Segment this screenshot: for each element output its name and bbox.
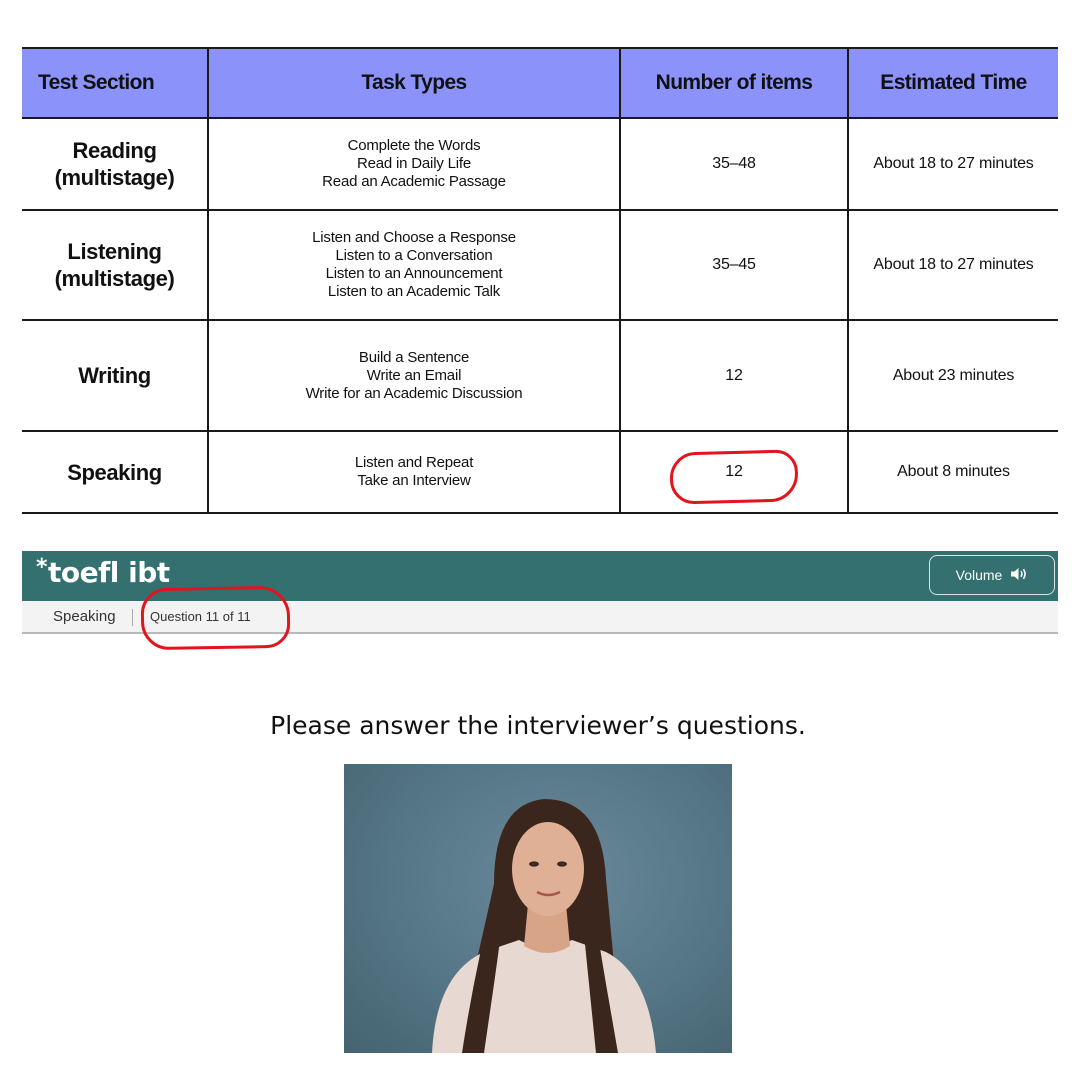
section-cell bbox=[22, 431, 208, 513]
volume-button[interactable] bbox=[929, 555, 1055, 595]
header-test-section: Test Section bbox=[22, 48, 208, 118]
test-structure-table bbox=[22, 47, 1058, 514]
task-item: Take an Interview bbox=[357, 472, 471, 489]
task-item: Read in Daily Life bbox=[357, 155, 471, 172]
time-cell: About 18 to 27 minutes bbox=[848, 118, 1058, 210]
section-qualifier: (multistage) bbox=[54, 165, 175, 190]
header-estimated-time: Estimated Time bbox=[848, 48, 1058, 118]
table-row bbox=[22, 118, 1058, 210]
toefl-logo bbox=[36, 556, 170, 589]
task-item: Listen and Choose a Response bbox=[312, 229, 516, 246]
header-task-types: Task Types bbox=[208, 48, 620, 118]
volume-label: Volume bbox=[955, 567, 1003, 583]
section-label: Speaking bbox=[53, 608, 116, 625]
section-cell bbox=[22, 210, 208, 320]
tasks-cell bbox=[208, 210, 620, 320]
section-cell bbox=[22, 118, 208, 210]
section-qualifier: (multistage) bbox=[54, 266, 175, 291]
section-cell bbox=[22, 320, 208, 431]
task-item: Write for an Academic Discussion bbox=[305, 384, 523, 402]
table-row bbox=[22, 320, 1058, 431]
time-cell: About 18 to 27 minutes bbox=[848, 210, 1058, 320]
interviewer-figure bbox=[344, 764, 732, 1053]
task-item: Write an Email bbox=[366, 366, 462, 384]
section-name: Speaking bbox=[67, 459, 162, 485]
question-counter: Question 11 of 11 bbox=[150, 609, 251, 624]
table-header-row bbox=[22, 48, 1058, 118]
items-cell: 35–45 bbox=[620, 210, 848, 320]
logo-text: toefl ibt bbox=[48, 556, 170, 589]
tasks-cell bbox=[208, 118, 620, 210]
task-item: Read an Academic Passage bbox=[322, 173, 506, 190]
table-row bbox=[22, 431, 1058, 513]
divider bbox=[132, 609, 133, 626]
task-item: Build a Sentence bbox=[358, 348, 470, 366]
red-circle-annotation bbox=[669, 449, 798, 504]
section-name: Listening bbox=[67, 239, 162, 264]
section-name: Reading bbox=[72, 138, 157, 163]
task-item: Listen and Repeat bbox=[354, 454, 474, 471]
time-cell: About 8 minutes bbox=[848, 431, 1058, 513]
tasks-cell bbox=[208, 320, 620, 431]
items-cell: 12 bbox=[620, 431, 848, 513]
items-cell: 12 bbox=[620, 320, 848, 431]
section-name: Writing bbox=[78, 363, 151, 388]
task-item: Listen to an Academic Talk bbox=[327, 283, 501, 300]
task-item: Listen to a Conversation bbox=[335, 247, 493, 264]
table-row bbox=[22, 210, 1058, 320]
tasks-cell bbox=[208, 431, 620, 513]
task-prompt: Please answer the interviewer’s questions. bbox=[270, 711, 806, 740]
items-cell: 35–48 bbox=[620, 118, 848, 210]
logo-star: * bbox=[36, 555, 48, 580]
speaker-icon bbox=[1010, 567, 1028, 584]
task-item: Listen to an Announcement bbox=[325, 265, 503, 282]
red-circle-annotation bbox=[140, 586, 290, 651]
interviewer-video bbox=[344, 764, 732, 1053]
header-number-of-items: Number of items bbox=[620, 48, 848, 118]
time-cell: About 23 minutes bbox=[848, 320, 1058, 431]
task-item: Complete the Words bbox=[347, 137, 481, 154]
